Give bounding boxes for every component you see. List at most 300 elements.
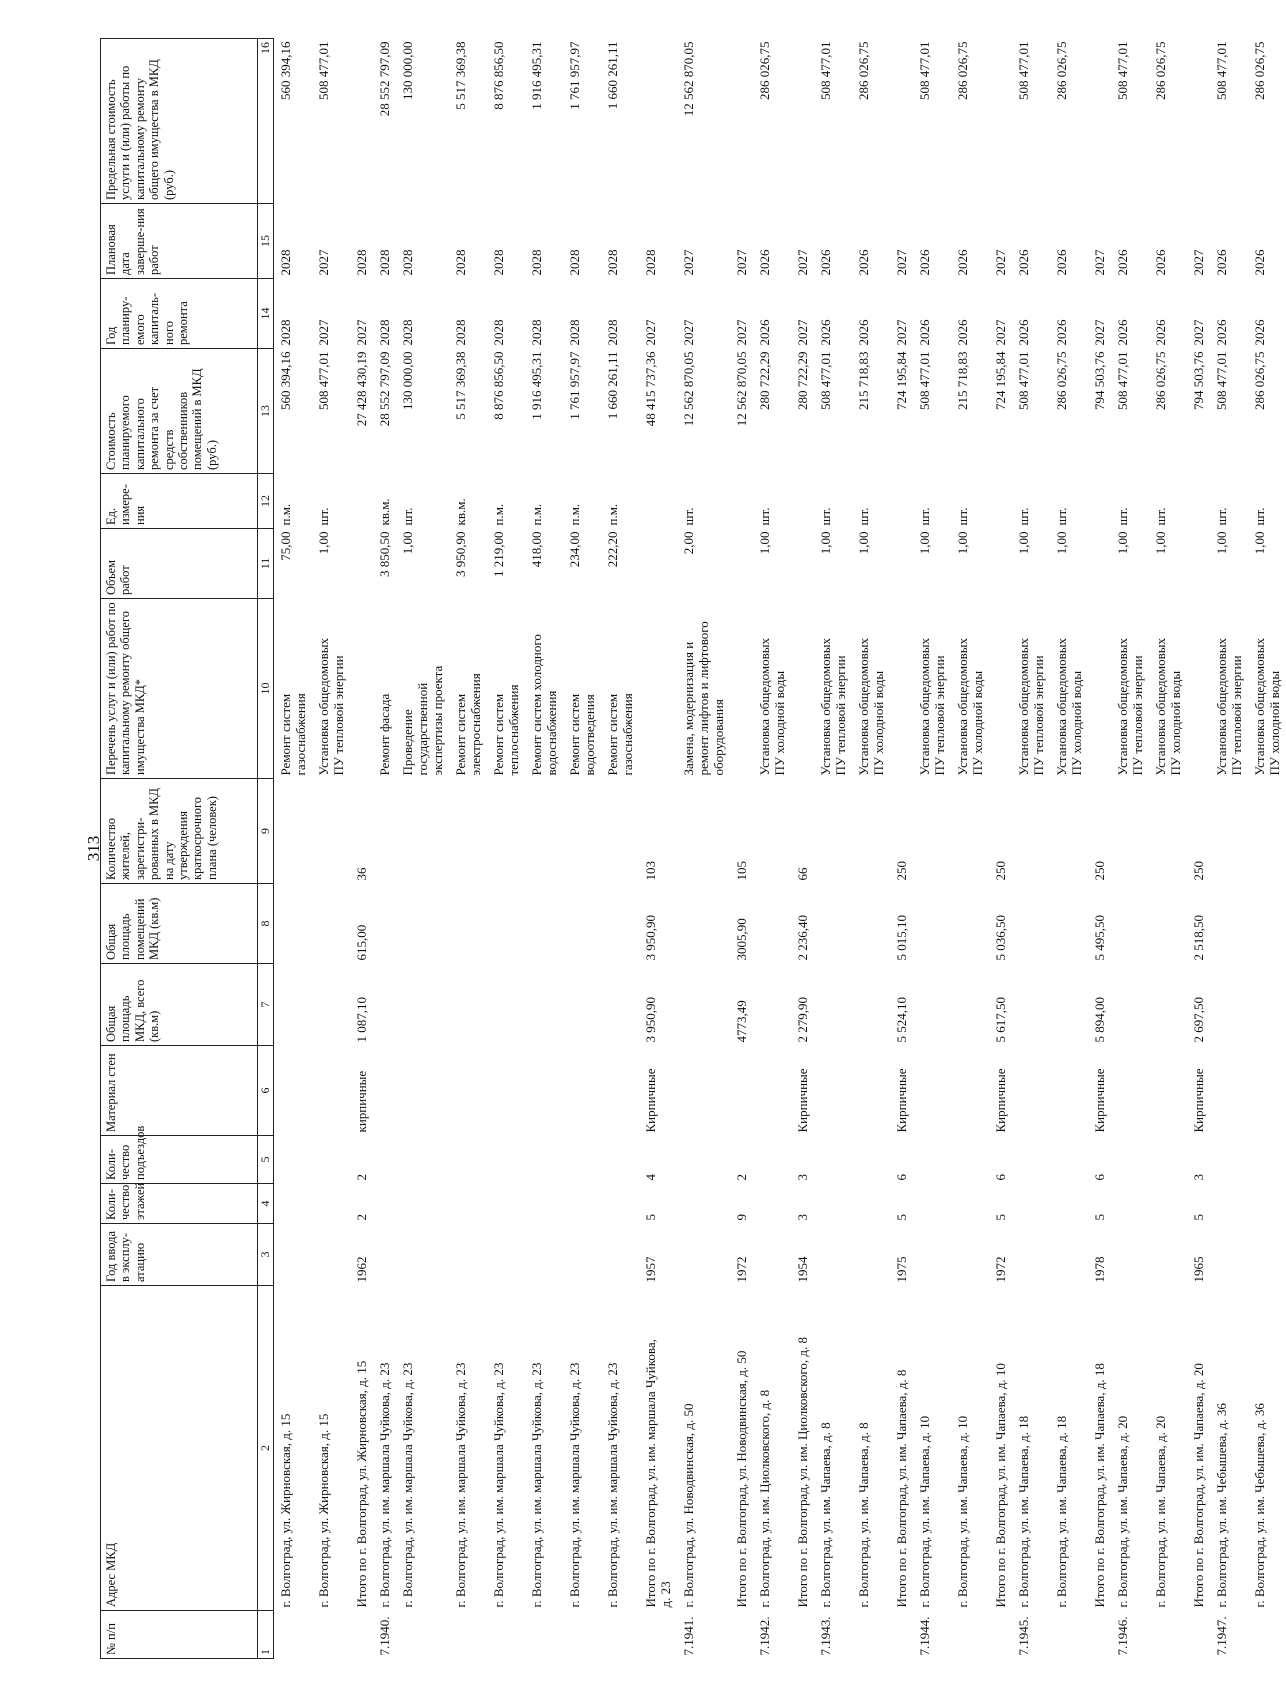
table-cell — [373, 884, 396, 964]
column-number: 11 — [258, 529, 274, 599]
column-number: 14 — [258, 279, 274, 349]
table-cell — [525, 1224, 563, 1286]
table-cell: 28 552 797,09 — [377, 41, 392, 117]
table-cell — [677, 884, 730, 964]
table-cell — [1210, 884, 1248, 964]
column-number: 10 — [258, 599, 274, 779]
column-number: 12 — [258, 474, 274, 529]
table-cell — [312, 1136, 350, 1184]
table-cell: 2,00 — [681, 531, 696, 555]
table-cell: 66 — [795, 867, 810, 881]
table-cell: 1965 — [1191, 1256, 1206, 1283]
table-cell — [753, 884, 791, 964]
column-number: 5 — [258, 1136, 274, 1184]
table-cell — [274, 1136, 313, 1184]
table-cell — [951, 1224, 989, 1286]
table-cell: 2027 — [734, 319, 749, 346]
table-cell: 2026 — [1252, 319, 1267, 346]
table-cell: 2027 — [354, 319, 369, 346]
table-cell: 5 036,50 — [993, 915, 1008, 961]
table-cell — [1149, 1224, 1187, 1286]
table-cell — [913, 1224, 951, 1286]
table-cell: 2026 — [955, 319, 970, 346]
table-cell — [396, 964, 449, 1046]
table-cell — [730, 474, 753, 529]
table-cell — [1050, 1611, 1088, 1659]
table-cell — [989, 529, 1012, 599]
table-cell: 2027 — [894, 319, 909, 346]
table-cell — [989, 474, 1012, 529]
table-cell — [639, 529, 677, 599]
table-cell: 3 950,90 — [643, 997, 658, 1043]
table-cell — [487, 964, 525, 1046]
table-cell — [1187, 39, 1210, 204]
table-cell — [312, 779, 350, 884]
table-cell: Итого по г. Волгоград, ул. им. Чапаева, д. 20 — [1191, 1363, 1206, 1608]
table-cell: 3 950,90 — [453, 531, 468, 577]
table-cell — [913, 1046, 951, 1136]
column-header: Год ввода в эксплу-атацию — [101, 1224, 258, 1286]
table-cell: 2028 — [491, 319, 506, 346]
table-cell: 2026 — [1214, 249, 1229, 276]
table-cell: Итого по г. Волгоград, ул. им. Циолковского, д. 8 — [795, 1337, 810, 1608]
table-cell: 2026 — [757, 319, 772, 346]
table-cell — [1210, 1224, 1248, 1286]
table-cell: 5 495,50 — [1092, 915, 1107, 961]
table-cell: 2 — [354, 1214, 369, 1221]
table-cell: 1 087,10 — [354, 997, 369, 1043]
table-row — [1050, 39, 1088, 1659]
table-cell: 2026 — [1153, 319, 1168, 346]
table-cell: Итого по г. Волгоград, ул. им. Чапаева, д. 18 — [1092, 1363, 1107, 1608]
table-cell — [951, 964, 989, 1046]
table-cell: 2028 — [400, 319, 415, 346]
table-cell: 12 562 870,05 — [734, 351, 749, 427]
table-cell: 1,00 — [1016, 531, 1031, 555]
table-cell: шт. — [681, 507, 696, 526]
table-cell — [350, 39, 373, 204]
table-cell: Установка общедомовых ПУ холодной воды — [1252, 638, 1282, 776]
table-cell — [753, 779, 791, 884]
column-header: Предельная стоимость услуги и (или) работы по капитальному ремонту общего имущества в МКД (руб.) — [101, 39, 258, 204]
table-row — [791, 39, 814, 1659]
table-row — [274, 39, 313, 1659]
table-cell — [312, 1224, 350, 1286]
table-cell: 2 518,50 — [1191, 915, 1206, 961]
table-cell: г. Волгоград, ул. им. маршала Чуйкова, д. 23 — [377, 1362, 392, 1608]
table-cell: 7.1941. — [681, 1616, 696, 1656]
table-cell — [913, 1136, 951, 1184]
table-cell — [890, 1611, 913, 1659]
table-cell: 2028 — [567, 319, 582, 346]
table-cell: 12 562 870,05 — [681, 351, 696, 427]
table-cell: 2028 — [491, 249, 506, 276]
table-cell — [814, 1136, 852, 1184]
table-cell: 2026 — [917, 249, 932, 276]
table-cell: 508 477,01 — [917, 351, 932, 410]
table-cell — [913, 884, 951, 964]
table-cell: 48 415 737,36 — [643, 351, 658, 427]
table-row — [396, 39, 449, 1659]
table-cell: Ремонт систем теплоснабжения — [491, 684, 521, 776]
column-header: Общая площадь помещений МКД (кв.м) — [101, 884, 258, 964]
table-cell: 7.1947. — [1214, 1616, 1229, 1656]
table-cell: 6 — [993, 1174, 1008, 1181]
table-cell: 7.1943. — [818, 1616, 833, 1656]
table-cell: 1975 — [894, 1256, 909, 1283]
table-cell — [1187, 529, 1210, 599]
table-cell: 5 524,10 — [894, 997, 909, 1043]
table-cell: 508 477,01 — [1214, 41, 1229, 100]
table-cell: 2 — [734, 1174, 749, 1181]
table-cell — [525, 884, 563, 964]
table-cell: Итого по г. Волгоград, ул. им. Чапаева, д. 10 — [993, 1363, 1008, 1608]
table-cell — [852, 1224, 890, 1286]
table-cell — [1248, 1136, 1286, 1184]
table-cell — [1149, 964, 1187, 1046]
table-cell: 2027 — [681, 319, 696, 346]
table-header — [101, 39, 274, 1659]
table-cell: шт. — [1115, 507, 1130, 526]
column-header: Год планиру-емого капиталь-ного ремонта — [101, 279, 258, 349]
table-cell: 1 916 495,31 — [529, 41, 544, 110]
table-cell: 2026 — [856, 249, 871, 276]
table-cell: г. Волгоград, ул. им. Чапаева, д. 20 — [1115, 1415, 1130, 1608]
table-cell: п.м. — [491, 503, 506, 526]
table-cell — [913, 779, 951, 884]
table-cell — [1088, 599, 1111, 779]
table-cell: г. Волгоград, ул. им. маршала Чуйкова, д. 23 — [453, 1362, 468, 1608]
table-cell: Ремонт систем электроснабжения — [453, 673, 483, 776]
table-cell: 2028 — [377, 319, 392, 346]
table-cell — [312, 1184, 350, 1224]
table-cell — [373, 779, 396, 884]
table-cell — [525, 964, 563, 1046]
column-number: 8 — [258, 884, 274, 964]
table-cell — [677, 1224, 730, 1286]
table-row — [989, 39, 1012, 1659]
table-cell: 2028 — [400, 249, 415, 276]
table-cell — [852, 1184, 890, 1224]
table-cell — [852, 1611, 890, 1659]
table-cell: Установка общедомовых ПУ тепловой энергии — [818, 638, 848, 776]
table-cell — [1012, 1136, 1050, 1184]
table-cell — [1149, 1184, 1187, 1224]
table-cell: Ремонт систем холодного водоснабжения — [529, 634, 559, 776]
table-cell — [677, 779, 730, 884]
table-cell — [601, 1046, 639, 1136]
table-cell — [1012, 1224, 1050, 1286]
table-cell: 5 — [643, 1214, 658, 1221]
table-cell — [1248, 1046, 1286, 1136]
table-cell: 2028 — [278, 319, 293, 346]
table-cell: шт. — [757, 507, 772, 526]
table-cell — [1111, 1046, 1149, 1136]
table-cell: 36 — [354, 867, 369, 881]
table-cell: г. Волгоград, ул. Жирновская, д. 15 — [316, 1413, 331, 1608]
table-row — [525, 39, 563, 1659]
table-cell: 27 428 430,19 — [354, 351, 369, 427]
table-cell: 2026 — [1054, 249, 1069, 276]
table-cell: 794 503,76 — [1191, 351, 1206, 410]
table-cell: 103 — [643, 861, 658, 881]
table-cell — [677, 1136, 730, 1184]
table-cell — [312, 1611, 350, 1659]
table-row — [312, 39, 350, 1659]
table-cell: г. Волгоград, ул. Жирновская, д. 15 — [278, 1413, 293, 1608]
table-cell: 560 394,16 — [278, 351, 293, 410]
column-number: 15 — [258, 204, 274, 279]
table-row — [601, 39, 639, 1659]
table-cell: Кирпичные — [1092, 1068, 1107, 1133]
table-cell — [563, 779, 601, 884]
table-cell: Кирпичные — [993, 1068, 1008, 1133]
column-header: Стоимость планируемого капитального ремонта за счет средств собственников помещений в МКД (руб.) — [101, 349, 258, 474]
table-cell — [1050, 1184, 1088, 1224]
table-cell — [1111, 779, 1149, 884]
table-cell — [312, 884, 350, 964]
table-cell — [373, 1046, 396, 1136]
table-cell: 286 026,75 — [856, 41, 871, 100]
table-cell — [951, 1136, 989, 1184]
table-cell — [449, 1611, 487, 1659]
table-cell — [601, 779, 639, 884]
table-cell — [1050, 884, 1088, 964]
table-body — [274, 39, 1286, 1659]
table-row — [890, 39, 913, 1659]
table-cell: шт. — [316, 507, 331, 526]
table-cell: 1,00 — [1115, 531, 1130, 555]
table-cell: г. Волгоград, ул. им. Чапаева, д. 18 — [1016, 1415, 1031, 1608]
table-cell — [890, 474, 913, 529]
table-cell: 1,00 — [1214, 531, 1229, 555]
table-cell — [373, 964, 396, 1046]
table-cell — [312, 1046, 350, 1136]
table-cell: 3 850,50 — [377, 531, 392, 577]
table-cell — [852, 1136, 890, 1184]
table-cell: 5 — [993, 1214, 1008, 1221]
table-cell: 508 477,01 — [1115, 41, 1130, 100]
table-cell — [1210, 779, 1248, 884]
table-cell: 250 — [894, 861, 909, 881]
table-cell — [1210, 1136, 1248, 1184]
table-cell — [753, 1136, 791, 1184]
table-cell: г. Волгоград, ул. им. маршала Чуйкова, д. 23 — [567, 1362, 582, 1608]
table-row — [1187, 39, 1210, 1659]
table-cell — [852, 884, 890, 964]
table-cell — [563, 1136, 601, 1184]
table-row — [1088, 39, 1111, 1659]
table-cell — [274, 884, 313, 964]
table-cell: 6 — [894, 1174, 909, 1181]
table-cell — [791, 529, 814, 599]
table-cell: 2027 — [316, 319, 331, 346]
table-cell — [487, 1046, 525, 1136]
table-cell — [1210, 964, 1248, 1046]
table-cell: Ремонт систем газоснабжения — [278, 693, 308, 776]
table-row — [852, 39, 890, 1659]
table-cell: 2027 — [1191, 319, 1206, 346]
table-cell: 1,00 — [856, 531, 871, 555]
table-cell — [1149, 884, 1187, 964]
column-number: 3 — [258, 1224, 274, 1286]
table-cell: 130 000,00 — [400, 351, 415, 410]
table-cell: п.м. — [605, 503, 620, 526]
table-cell: г. Волгоград, ул. им. Чапаева, д. 18 — [1054, 1415, 1069, 1608]
table-row — [753, 39, 791, 1659]
table-row — [563, 39, 601, 1659]
table-cell — [563, 1184, 601, 1224]
column-number: 6 — [258, 1046, 274, 1136]
table-cell — [677, 964, 730, 1046]
table-cell — [814, 1224, 852, 1286]
table-cell — [563, 964, 601, 1046]
table-cell: Установка общедомовых ПУ холодной воды — [955, 638, 985, 776]
table-cell: 2026 — [1115, 249, 1130, 276]
column-number: 16 — [258, 39, 274, 204]
table-cell: шт. — [400, 507, 415, 526]
table-cell — [1149, 779, 1187, 884]
column-header: Ед. измере-ния — [101, 474, 258, 529]
table-cell — [563, 1224, 601, 1286]
table-cell: 508 477,01 — [917, 41, 932, 100]
table-cell: 1,00 — [955, 531, 970, 555]
column-header: Материал стен — [101, 1046, 258, 1136]
table-row — [487, 39, 525, 1659]
table-cell: 3005,90 — [734, 918, 749, 961]
table-cell — [1149, 1611, 1187, 1659]
table-cell — [350, 1611, 373, 1659]
table-cell: 2028 — [567, 249, 582, 276]
table-cell — [1149, 1046, 1187, 1136]
table-cell: Кирпичные — [643, 1068, 658, 1133]
table-cell: шт. — [917, 507, 932, 526]
table-cell — [951, 1184, 989, 1224]
table-cell — [1111, 1224, 1149, 1286]
table-cell — [563, 1046, 601, 1136]
table-cell — [1050, 964, 1088, 1046]
table-cell — [791, 1611, 814, 1659]
table-cell — [1149, 1136, 1187, 1184]
table-cell — [274, 964, 313, 1046]
table-cell: Итого по г. Волгоград, ул. им. Чапаева, д. 8 — [894, 1369, 909, 1608]
table-cell — [1248, 1224, 1286, 1286]
table-cell — [601, 1136, 639, 1184]
table-cell — [1012, 779, 1050, 884]
table-cell: шт. — [856, 507, 871, 526]
table-cell: 250 — [993, 861, 1008, 881]
table-cell — [1187, 599, 1210, 779]
table-cell — [487, 1224, 525, 1286]
table-row — [1149, 39, 1187, 1659]
table-cell — [1050, 779, 1088, 884]
table-cell: Установка общедомовых ПУ тепловой энергии — [1115, 638, 1145, 776]
table-cell: г. Волгоград, ул. им. маршала Чуйкова, д. 23 — [605, 1362, 620, 1608]
table-cell: 1962 — [354, 1256, 369, 1283]
table-cell — [989, 39, 1012, 204]
table-cell — [350, 529, 373, 599]
table-cell — [1187, 474, 1210, 529]
table-cell — [791, 39, 814, 204]
table-cell — [396, 1184, 449, 1224]
table-cell — [1088, 529, 1111, 599]
table-cell: 8 876 856,50 — [491, 351, 506, 420]
table-cell — [753, 1046, 791, 1136]
table-cell: 2026 — [955, 249, 970, 276]
table-cell — [1050, 1224, 1088, 1286]
table-cell — [890, 529, 913, 599]
table-row — [639, 39, 677, 1659]
table-cell: Кирпичные — [795, 1068, 810, 1133]
table-cell — [449, 1136, 487, 1184]
table-cell: Замена, модернизация и ремонт лифтов и лифтового оборудования — [681, 621, 726, 776]
table-cell — [913, 964, 951, 1046]
table-row — [730, 39, 753, 1659]
table-cell — [791, 599, 814, 779]
table-cell: 2026 — [757, 249, 772, 276]
table-cell — [639, 1611, 677, 1659]
table-cell: 5 517 369,38 — [453, 41, 468, 110]
table-cell: 2028 — [354, 249, 369, 276]
table-cell — [601, 1611, 639, 1659]
table-cell: 2 279,90 — [795, 997, 810, 1043]
table-cell: 2 236,40 — [795, 915, 810, 961]
table-cell: 2026 — [1214, 319, 1229, 346]
table-cell: 250 — [1191, 861, 1206, 881]
table-cell: 2026 — [1016, 319, 1031, 346]
table-cell: 3 — [795, 1174, 810, 1181]
table-cell: 222,20 — [605, 531, 620, 568]
table-cell: Установка общедомовых ПУ холодной воды — [757, 638, 787, 776]
column-header: Объем работ — [101, 529, 258, 599]
table-cell: 280 722,29 — [795, 351, 810, 410]
table-cell: 1 761 957,97 — [567, 351, 582, 420]
table-cell — [1012, 964, 1050, 1046]
page-number: 313 — [84, 835, 103, 862]
table-cell: 5 617,50 — [993, 997, 1008, 1043]
table-cell: п.м. — [278, 503, 293, 526]
table-cell: шт. — [1016, 507, 1031, 526]
table-cell — [1050, 1046, 1088, 1136]
column-number: 4 — [258, 1184, 274, 1224]
table-cell: 2027 — [993, 319, 1008, 346]
table-cell — [601, 1184, 639, 1224]
table-cell: 1978 — [1092, 1256, 1107, 1283]
table-cell — [396, 1046, 449, 1136]
table-cell: г. Волгоград, ул. им. маршала Чуйкова, д. 23 — [491, 1362, 506, 1608]
table-cell: г. Волгоград, ул. им. маршала Чуйкова, д. 23 — [529, 1362, 544, 1608]
table-cell: 724 195,84 — [993, 351, 1008, 410]
table-cell — [396, 1611, 449, 1659]
table-cell — [1050, 1136, 1088, 1184]
table-cell — [791, 474, 814, 529]
table-cell — [449, 1224, 487, 1286]
table-cell: 1,00 — [917, 531, 932, 555]
table-cell: шт. — [955, 507, 970, 526]
table-cell — [487, 1184, 525, 1224]
table-cell — [487, 884, 525, 964]
table-cell: 7.1942. — [757, 1616, 772, 1656]
table-cell: г. Волгоград, ул. им. Чапаева, д. 8 — [856, 1422, 871, 1608]
table-cell: 1,00 — [757, 531, 772, 555]
table-cell: 508 477,01 — [1115, 351, 1130, 410]
table-cell: 1,00 — [1252, 531, 1267, 555]
table-cell — [1012, 1184, 1050, 1224]
table-cell — [396, 1224, 449, 1286]
table-cell — [951, 779, 989, 884]
table-cell — [350, 474, 373, 529]
table-cell: Установка общедомовых ПУ тепловой энергии — [1214, 638, 1244, 776]
